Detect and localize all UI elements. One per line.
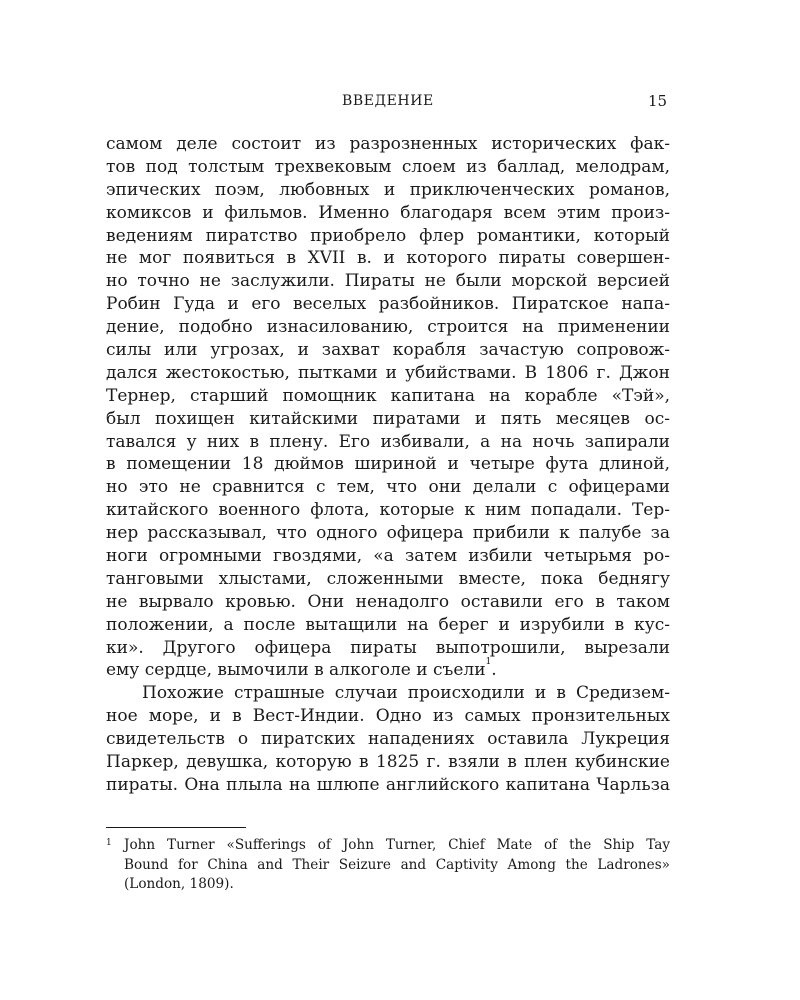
text-line: танговыми хлыстами, сложенными вместе, пока беднягу xyxy=(106,568,670,589)
page-number: 15 xyxy=(648,92,668,110)
text-line: тов под толстым трехвековым слоем из баллад, мелодрам, xyxy=(106,156,670,177)
footnote-line: (London, 1809). xyxy=(124,876,234,892)
text-line: был похищен китайскими пиратами и пять месяцев ос- xyxy=(106,408,670,429)
text-line: нер рассказывал, что одного офицера прибили к палубе за xyxy=(106,523,670,544)
text-line: ки». Другого офицера пираты выпотрошили, вырезали xyxy=(106,637,670,658)
text-line: тавался у них в плену. Его избивали, а на ночь запирали xyxy=(106,431,670,452)
text-line: Робин Гуда и его веселых разбойников. Пиратское напа- xyxy=(106,294,670,315)
text-line: ведениям пиратство приобрело флер романтики, который xyxy=(106,225,670,246)
text-line: пираты. Она плыла на шлюпе английского капитана Чарльза xyxy=(106,774,670,795)
text-line: ноги огромными гвоздями, «а затем избили четырьмя ро- xyxy=(106,546,670,567)
paragraph-1 xyxy=(106,133,670,682)
text-line: Паркер, девушка, которую в 1825 г. взяли в плен кубинские xyxy=(106,752,670,773)
text-line: силы или угрозах, и захват корабля зачастую сопровож- xyxy=(106,340,670,361)
text-line: дался жестокостью, пытками и убийствами. В 1806 г. Джон xyxy=(106,362,670,383)
text-line: эпических поэм, любовных и приключенческих романов, xyxy=(106,179,670,200)
text-line: не мог появиться в XVII в. и которого пираты совершен- xyxy=(106,248,670,269)
text-line-end: ему сердце, вымочили в алкоголе и съели xyxy=(106,660,486,681)
text-line: не вырвало кровью. Они ненадолго оставили его в таком xyxy=(106,591,670,612)
text-line: Похожие страшные случаи происходили и в Средизем- xyxy=(142,683,670,704)
footnote-text xyxy=(124,836,670,895)
text-line: ное море, и в Вест-Индии. Одно из самых пронзительных xyxy=(106,706,670,727)
footnote-divider xyxy=(106,827,246,828)
text-line: но это не сравнится с тем, что они делали с офицерами xyxy=(106,477,670,498)
footnote-line: Bound for China and Their Seizure and Captivity Among the Ladrones» xyxy=(124,856,670,873)
footnote-reference[interactable]: 1 xyxy=(485,657,492,668)
body-text xyxy=(106,133,670,797)
text-line: комиксов и фильмов. Именно благодаря всем этим произ- xyxy=(106,202,670,223)
paragraph-2 xyxy=(106,682,670,796)
text-line: в помещении 18 дюймов шириной и четыре фута длиной, xyxy=(106,454,670,475)
text-line: китайского военного флота, которые к ним попадали. Тер- xyxy=(106,500,670,521)
running-header-title: ВВЕДЕНИЕ xyxy=(342,93,434,109)
text-line: положении, а после вытащили на берег и изрубили в кус- xyxy=(106,614,670,635)
footnote-line: John Turner «Sufferings of John Turner, Chief Mate of the Ship Tay xyxy=(124,837,670,853)
footnote xyxy=(106,836,670,895)
text-line: дение, подобно изнасилованию, строится на применении xyxy=(106,317,670,338)
text-line: но точно не заслужили. Пираты не были морской версией xyxy=(106,271,670,292)
footnote-number: 1 xyxy=(106,838,112,848)
text-line: самом деле состоит из разрозненных исторических фак- xyxy=(106,134,670,154)
text-line: Тернер, старший помощник капитана на корабле «Тэй», xyxy=(106,385,670,406)
text-line-with-footnote: ему сердце, вымочили в алкоголе и съели$^1$. xyxy=(106,657,497,681)
text-line: свидетельств о пиратских нападениях оставила Лукреция xyxy=(106,729,670,750)
